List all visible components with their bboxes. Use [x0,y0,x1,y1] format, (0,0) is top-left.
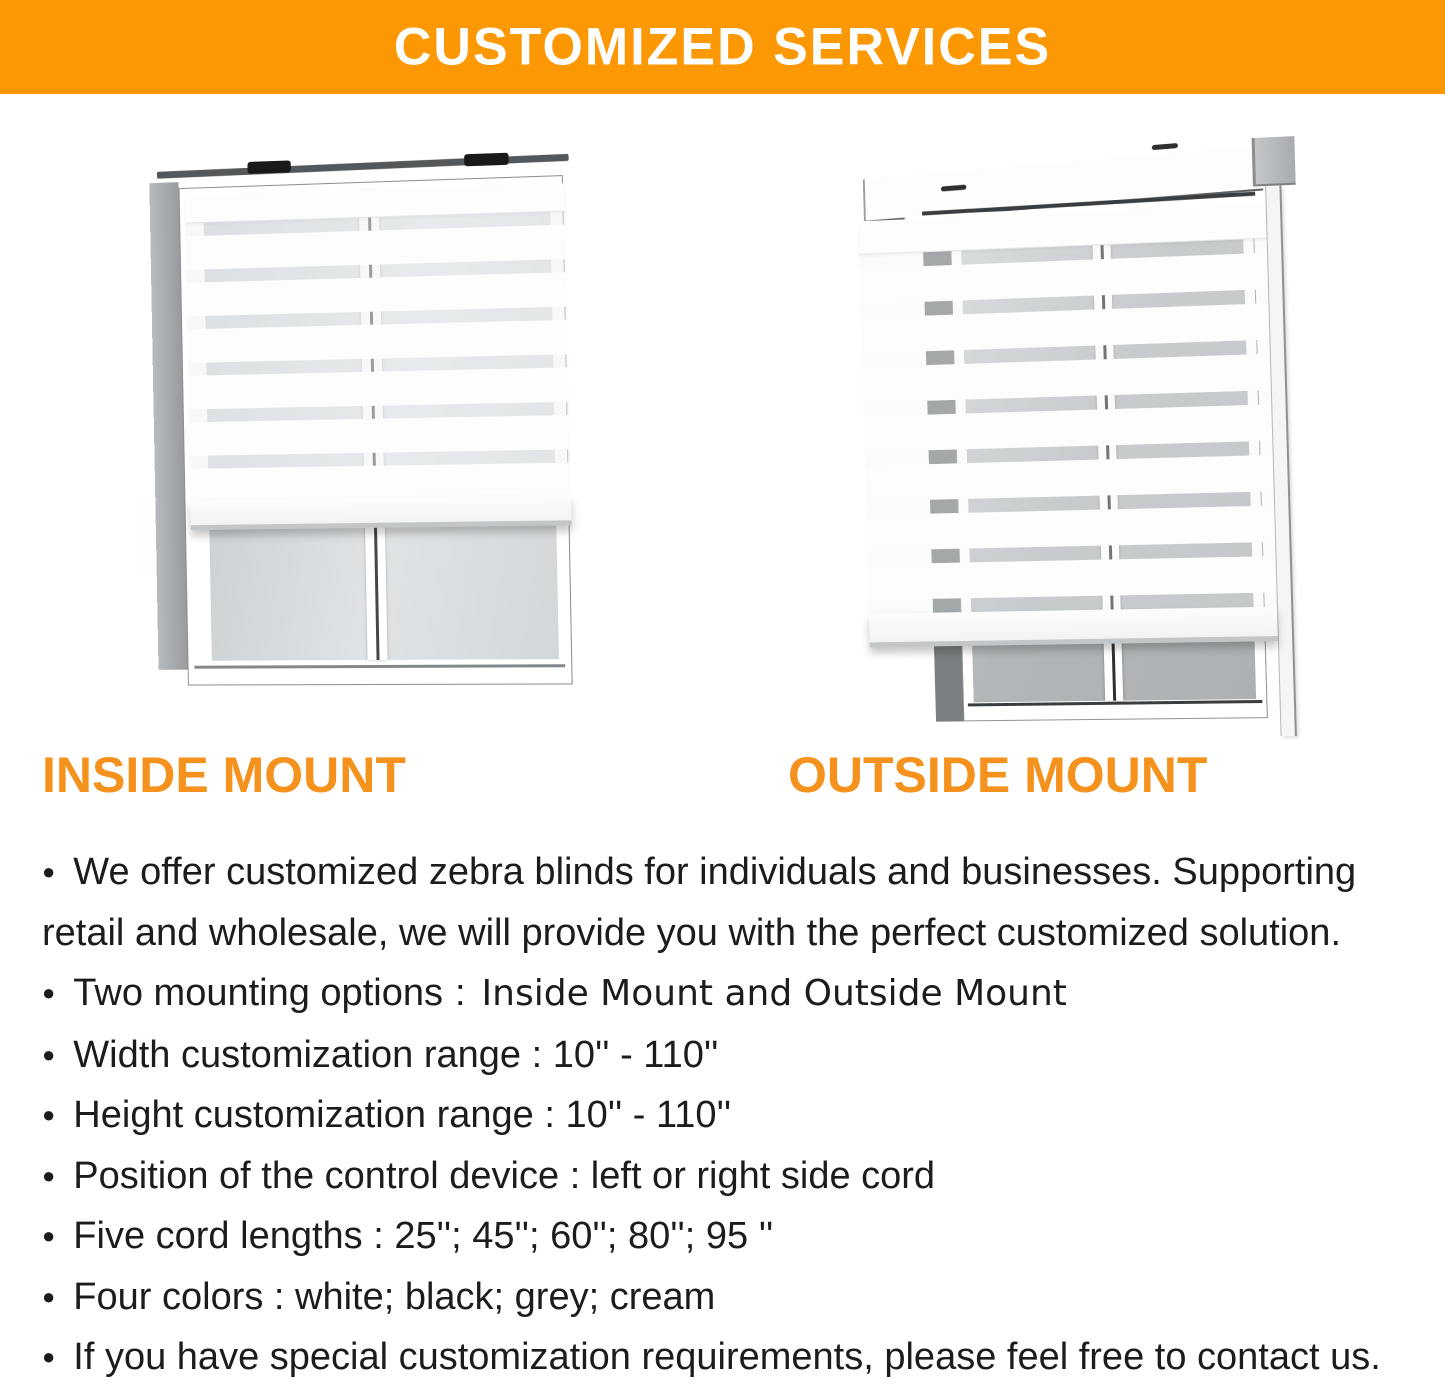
window-sill [194,664,565,678]
bullet-text: We offer customized zebra blinds for individuals and businesses. Supporting retail and wholesale, we will provide you with the perfect customized solution. [42,851,1367,954]
bullet-text: Width customization range : 10'' - 110'' [73,1033,719,1076]
mount-bracket [1252,136,1296,186]
bullet-text: Two mounting options [73,972,443,1014]
window-sill [968,700,1263,716]
bullet-dot: ● [42,1041,56,1067]
blind-bottom-rail [190,495,571,530]
mounting-clip [247,160,290,173]
bullet-list [42,842,1414,1388]
bullet-emphasis-text: Inside Mount and Outside Mount [481,973,1067,1014]
zebra-blind [185,183,572,530]
blind-bottom-rail [869,607,1278,648]
bullet-dot: ● [42,1223,56,1248]
bullet-dot: ● [42,1344,56,1369]
bullet-item [42,1327,1414,1388]
screw-mark [1152,143,1178,150]
bullet-text: Height customization range : 10'' - 110'' [73,1094,732,1136]
bullet-text: Five cord lengths : 25''; 45''; 60''; 80''; 95 '' [73,1215,774,1257]
bullet-dot: ● [42,980,56,1005]
zebra-blind [858,204,1278,647]
banner [0,0,1445,94]
outside-mount-label: OUTSIDE MOUNT [788,747,1208,803]
bullet-dot: ● [42,859,56,884]
bullet-dot: ● [42,1162,56,1188]
bullet-item [42,1206,1414,1267]
bullet-text: Four colors : white; black; grey; cream [73,1275,716,1318]
bullet-item [42,1025,1414,1086]
page-title: CUSTOMIZED SERVICES [393,17,1052,77]
blind-stripe-bands [859,239,1277,614]
bullet-item [42,842,1414,963]
bullet-colon: : [454,972,466,1014]
inside-mount-label: INSIDE MOUNT [42,747,406,803]
bullet-dot: ● [42,1283,56,1309]
bullet-text: If you have special customization requirements, please feel free to contact us. [73,1336,1381,1378]
bullet-item [42,1146,1414,1207]
bullet-text: Position of the control device : left or right side cord [73,1154,936,1197]
bullet-item [42,963,1414,1025]
bullet-dot: ● [42,1102,56,1127]
bullet-item [42,1267,1414,1328]
mounting-clip [464,153,509,167]
inside-mount-figure [149,138,577,691]
bullet-item [42,1085,1414,1146]
blind-stripe-bands [185,211,571,500]
outside-mount-figure [856,118,1316,752]
